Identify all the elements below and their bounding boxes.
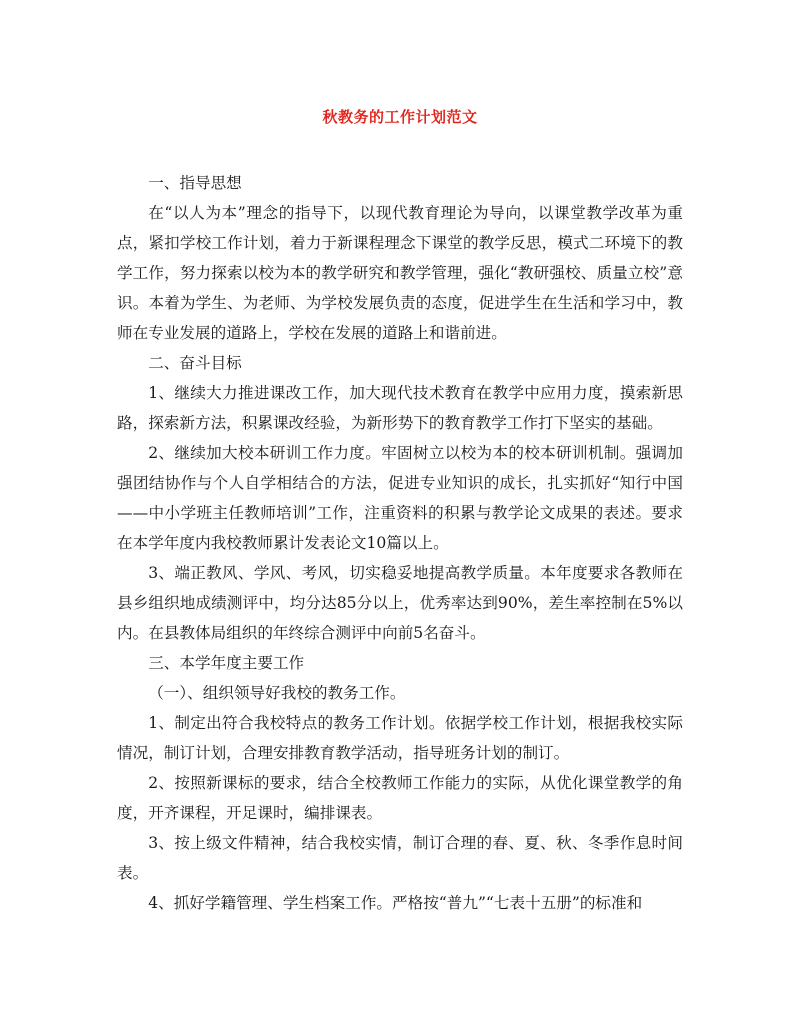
paragraph: 3、按上级文件精神，结合我校实情，制订合理的春、夏、秋、冬季作息时间表。 xyxy=(117,834,683,882)
document-body xyxy=(117,168,683,918)
paragraph: 3、端正教风、学风、考风，切实稳妥地提高教学质量。本年度要求各教师在县乡组织地成绩测评中，均分达85分以上，优秀率达到90%，差生率控制在5%以内。在县教体局组织的年终综合测评中向前5名奋斗。 xyxy=(117,564,683,642)
paragraph: 4、抓好学籍管理、学生档案工作。严格按“普九”“七表十五册”的标准和 xyxy=(148,894,643,912)
paragraph: 1、制定出符合我校特点的教务工作计划。依据学校工作计划，根据我校实际情况，制订计划，合理安排教育教学活动，指导班务计划的制订。 xyxy=(117,714,683,762)
section-heading: 一、指导思想 xyxy=(148,174,242,192)
paragraph: 2、继续加大校本研训工作力度。牢固树立以校为本的校本研训机制。强调加强团结协作与个人自学相结合的方法，促进专业知识的成长，扎实抓好“知行中国——中小学班主任教师培训”工作，注重资料的积累与教学论文成果的表述。要求在本学年度内我校教师累计发表论文10篇以上。 xyxy=(117,444,683,552)
paragraph: 2、按照新课标的要求，结合全校教师工作能力的实际，从优化课堂教学的角度，开齐课程，开足课时，编排课表。 xyxy=(117,774,683,822)
document-title: 秋教务的工作计划范文 xyxy=(322,108,478,126)
section-heading: 三、本学年度主要工作 xyxy=(148,654,305,672)
section-heading: 二、奋斗目标 xyxy=(148,354,242,372)
subsection-heading: （一）、组织领导好我校的教务工作。 xyxy=(148,684,406,702)
paragraph: 在“以人为本”理念的指导下，以现代教育理论为导向，以课堂教学改革为重点，紧扣学校工作计划，着力于新课程理念下课堂的教学反思，模式二环境下的教学工作，努力探索以校为本的教学研究和教学管理，强化“教研强校、质量立校”意识。本着为学生、为老师、为学校发展负责的态度，促进学生在生活和学习中，教师在专业发展的道路上，学校在发展的道路上和谐前进。 xyxy=(117,204,683,342)
paragraph: 1、继续大力推进课改工作，加大现代技术教育在教学中应用力度，摸索新思路，探索新方法，积累课改经验，为新形势下的教育教学工作打下坚实的基础。 xyxy=(117,384,683,432)
